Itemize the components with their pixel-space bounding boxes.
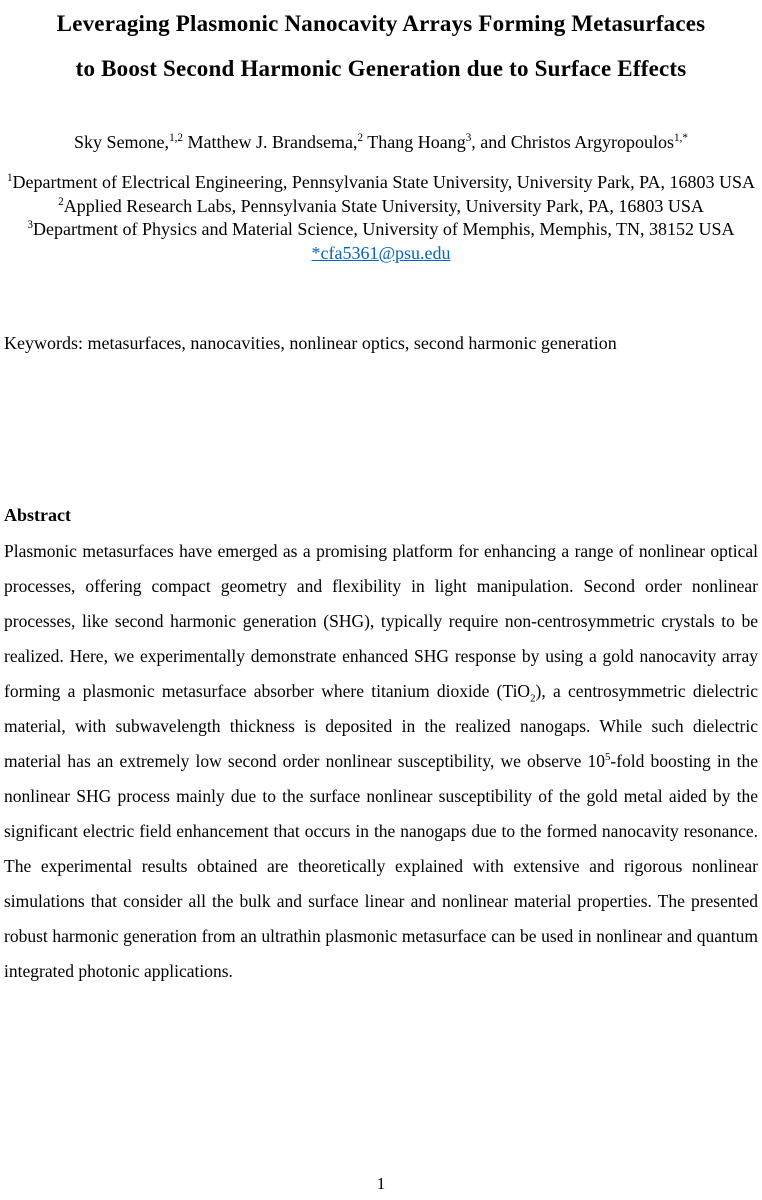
affiliation-3: $^3$Department of Physics and Material Science, University of Memphis, Memphis, TN, 38152 USA — [27, 219, 735, 239]
paper-title-line-2: to Boost Second Harmonic Generation due to Surface Effects — [75, 56, 687, 81]
author-line: Sky Semone,$^{1,2}$ Matthew J. Brandsema,$^2$ Thang Hoang$^3$, and Christos Argyropoulos$^{1,*}$ — [74, 132, 688, 152]
affiliations-block — [4, 171, 758, 265]
page-number: 1 — [376, 1174, 386, 1193]
abstract-text: Plasmonic metasurfaces have emerged as a promising platform for enhancing a range of nonlinear optical processes, offering compact geometry and flexibility in light manipulation. Second order nonlinear processes, like second harmonic generation (SHG), typically require non-centrosymmetric crystals to be realized. Here, we experimentally demonstrate enhanced SHG response by using a gold nanocavity array forming a plasmonic metasurface absorber where titanium dioxide (TiO$_2$), a centrosymmetric dielectric material, with subwavelength thickness is deposited in the realized nanogaps. While such dielectric material has an extremely low second order nonlinear susceptibility, we observe $10^5$-fold boosting in the nonlinear SHG process mainly due to the surface nonlinear susceptibility of the gold metal aided by the significant electric field enhancement that occurs in the nanogaps due to the formed nanocavity resonance. The experimental results obtained are theoretically explained with extensive and rigorous nonlinear simulations that consider all the bulk and surface linear and nonlinear material properties. The presented robust harmonic generation from an ultrathin plasmonic metasurface can be used in nonlinear and quantum integrated photonic applications. — [4, 541, 758, 981]
affiliation-2: $^2$Applied Research Labs, Pennsylvania State University, University Park, PA, 16803 USA — [58, 195, 704, 216]
keywords-line: Keywords: metasurfaces, nanocavities, nonlinear optics, second harmonic generation — [4, 333, 617, 353]
abstract-heading: Abstract — [4, 505, 71, 525]
affiliation-1: $^1$Department of Electrical Engineering, Pennsylvania State University, University Park, PA, 16803 USA — [6, 172, 756, 192]
email-line — [4, 242, 758, 266]
paper-title-line-1: Leveraging Plasmonic Nanocavity Arrays Forming Metasurfaces — [56, 11, 706, 36]
corresponding-author-email-link[interactable]: *cfa5361@psu.edu — [311, 242, 451, 263]
paper-title — [4, 0, 758, 91]
